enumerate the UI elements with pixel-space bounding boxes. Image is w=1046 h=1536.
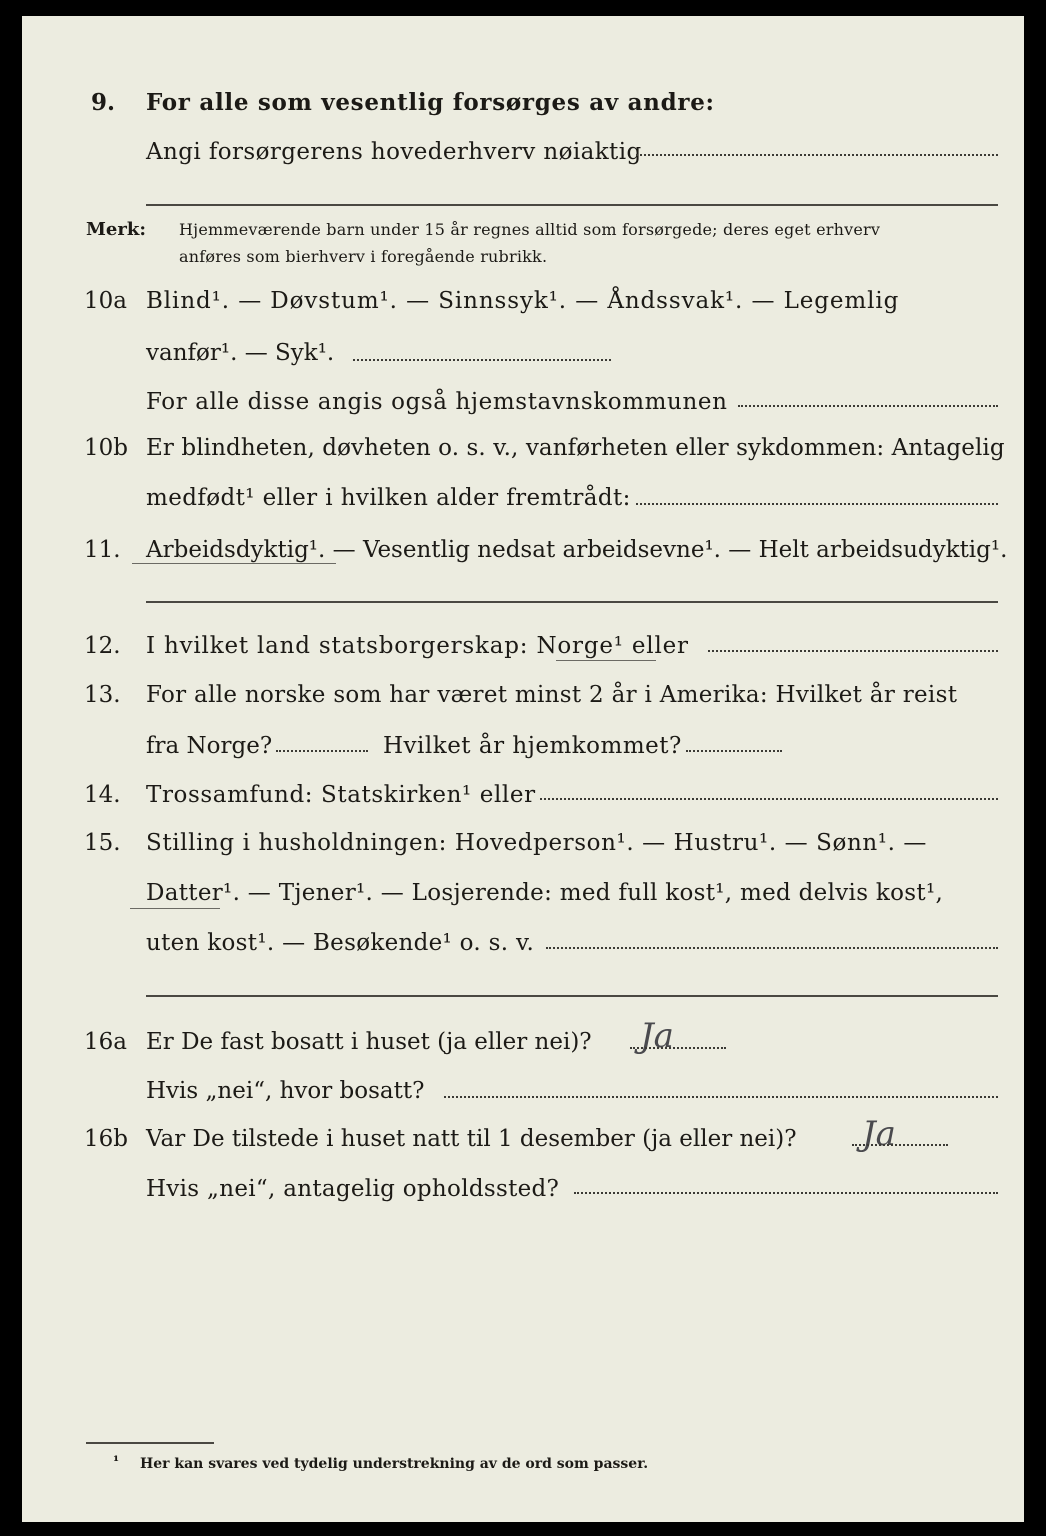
q16a-answer-line[interactable] — [630, 1047, 726, 1049]
merk-line1: Hjemmeværende barn under 15 år regnes alltid som forsørgede; deres eget erhverv — [179, 220, 881, 239]
q15-underline-mark — [130, 908, 220, 909]
q11-underline-mark — [132, 563, 336, 564]
q13-line2b: Hvilket år hjemkommet? — [383, 733, 682, 759]
q12-underline-mark — [556, 660, 656, 661]
q13-number: 13. — [84, 682, 121, 708]
merk-line2: anføres som bierhverv i foregående rubrikk. — [179, 247, 548, 266]
q15-line2: Datter¹. — Tjener¹. — Losjerende: med full kost¹, med delvis kost¹, — [146, 880, 944, 906]
census-form-page — [22, 16, 1024, 1522]
q13-hjemkommet-line[interactable] — [686, 750, 782, 752]
q11-line1: Arbeidsdyktig¹. — Vesentlig nedsat arbeidsevne¹. — Helt arbeidsudyktig¹. — [146, 537, 1008, 563]
q10a-answer-line[interactable] — [353, 359, 611, 361]
q12-line1: I hvilket land statsborgerskap: Norge¹ eller — [146, 633, 689, 659]
q16a-handwritten-answer: Ja — [640, 1016, 674, 1056]
q15-number: 15. — [84, 830, 121, 856]
q10a-line3: For alle disse angis også hjemstavnskommunen — [146, 389, 728, 415]
q10a-number: 10a — [84, 288, 127, 314]
q16a-line2: Hvis „nei“, hvor bosatt? — [146, 1078, 425, 1104]
q11-answer-line[interactable] — [146, 601, 998, 603]
footnote-text: Her kan svares ved tydelig understrekning av de ord som passer. — [140, 1456, 649, 1472]
q16b-line2: Hvis „nei“, antagelig opholdssted? — [146, 1176, 560, 1202]
q16b-line1: Var De tilstede i huset natt til 1 desember (ja eller nei)? — [146, 1126, 797, 1152]
q10b-line1: Er blindheten, døvheten o. s. v., vanførheten eller sykdommen: Antagelig — [146, 435, 1005, 461]
merk-label: Merk: — [86, 219, 146, 240]
q10a-hjemstavn-line[interactable] — [738, 405, 998, 407]
q9-heading: For alle som vesentlig forsørges av andre: — [146, 89, 715, 116]
q15-answer-line[interactable] — [546, 947, 998, 949]
q13-line1: For alle norske som har været minst 2 år i Amerika: Hvilket år reist — [146, 682, 958, 708]
q9-answer-line-2[interactable] — [146, 204, 998, 206]
q14-number: 14. — [84, 782, 121, 808]
q10b-line2: medfødt¹ eller i hvilken alder fremtrådt: — [146, 485, 631, 511]
footnote-divider — [86, 1442, 214, 1444]
q16b-opholdssted-line[interactable] — [574, 1192, 998, 1194]
q10b-answer-line[interactable] — [636, 503, 998, 505]
q12-number: 12. — [84, 633, 121, 659]
q16b-number: 16b — [84, 1126, 128, 1152]
q10b-number: 10b — [84, 435, 128, 461]
q15-answer-line-2[interactable] — [146, 995, 998, 997]
q9-line2: Angi forsørgerens hovederhverv nøiaktig — [146, 139, 642, 165]
q16a-bosatt-line[interactable] — [444, 1096, 998, 1098]
q11-number: 11. — [84, 537, 121, 563]
q9-answer-line[interactable] — [636, 154, 998, 156]
q14-answer-line[interactable] — [540, 798, 998, 800]
q12-answer-line[interactable] — [708, 650, 998, 652]
q15-line1: Stilling i husholdningen: Hovedperson¹. — Hustru¹. — Sønn¹. — — [146, 830, 928, 856]
q15-line3: uten kost¹. — Besøkende¹ o. s. v. — [146, 930, 535, 956]
q9-number: 9. — [91, 89, 116, 116]
footnote-mark: ¹ — [113, 1454, 120, 1470]
q14-line1: Trossamfund: Statskirken¹ eller — [146, 782, 536, 808]
q13-reist-line[interactable] — [276, 750, 368, 752]
q13-line2a: fra Norge? — [146, 733, 273, 759]
q16b-answer-line[interactable] — [852, 1144, 948, 1146]
q10a-line1: Blind¹. — Døvstum¹. — Sinnssyk¹. — Åndssvak¹. — Legemlig — [146, 288, 900, 314]
q16b-handwritten-answer: Ja — [862, 1114, 896, 1154]
q16a-number: 16a — [84, 1029, 127, 1055]
q16a-line1: Er De fast bosatt i huset (ja eller nei)? — [146, 1029, 592, 1055]
q10a-line2: vanfør¹. — Syk¹. — [146, 340, 335, 366]
